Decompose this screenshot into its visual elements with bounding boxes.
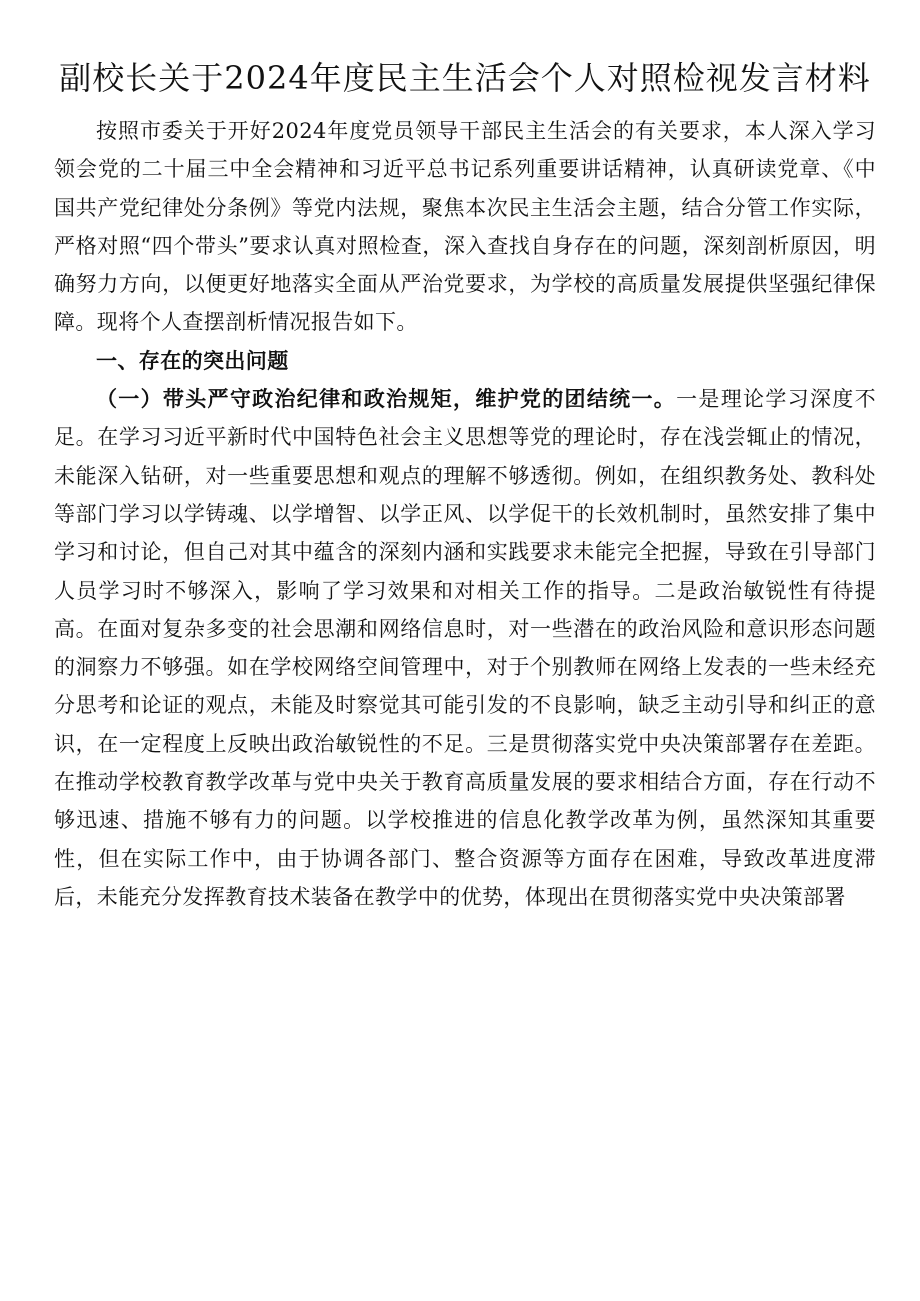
subsection-heading-1: （一）带头严守政治纪律和政治规矩，维护党的团结统一。 — [96, 386, 677, 412]
intro-paragraph: 按照市委关于开好2024年度党员领导干部民主生活会的有关要求，本人深入学习领会党的二十届三中全会精神和习近平总书记系列重要讲话精神，认真研读党章、《中国共产党纪律处分条例》等党内法规，聚焦本次民主生活会主题，结合分管工作实际，严格对照“四个带头”要求认真对照检查，深入查找自身存在的问题，深刻剖析原因，明确努力方向，以便更好地落实全面从严治党要求，为学校的高质量发展提供坚强纪律保障。现将个人查摆剖析情况报告如下。 — [54, 119, 876, 335]
subsection-body-1: 一是理论学习深度不足。在学习习近平新时代中国特色社会主义思想等党的理论时，存在浅尝辄止的情况，未能深入钻研，对一些重要思想和观点的理解不够透彻。例如，在组织教务处、教科处等部门学习以学铸魂、以学增智、以学正风、以学促干的长效机制时，虽然安排了集中学习和讨论，但自己对其中蕴含的深刻内涵和实践要求未能完全把握，导致在引导部门人员学习时不够深入，影响了学习效果和对相关工作的指导。二是政治敏锐性有待提高。在面对复杂多变的社会思潮和网络信息时，对一些潜在的政治风险和意识形态问题的洞察力不够强。如在学校网络空间管理中，对于个别教师在网络上发表的一些未经充分思考和论证的观点，未能及时察觉其可能引发的不良影响，缺乏主动引导和纠正的意识，在一定程度上反映出政治敏锐性的不足。三是贯彻落实党中央决策部署存在差距。在推动学校教育教学改革与党中央关于教育高质量发展的要求相结合方面，存在行动不够迅速、措施不够有力的问题。以学校推进的信息化教学改革为例，虽然深知其重要性，但在实际工作中，由于协调各部门、整合资源等方面存在困难，导致改革进度滞后，未能充分发挥教育技术装备在教学中的优势，体现出在贯彻落实党中央决策部署 — [54, 387, 876, 909]
document-title: 副校长关于2024年度民主生活会个人对照检视发言材料 — [59, 59, 871, 97]
section-heading-1: 一、存在的突出问题 — [96, 347, 289, 373]
subsection-paragraph-1 — [54, 380, 876, 916]
